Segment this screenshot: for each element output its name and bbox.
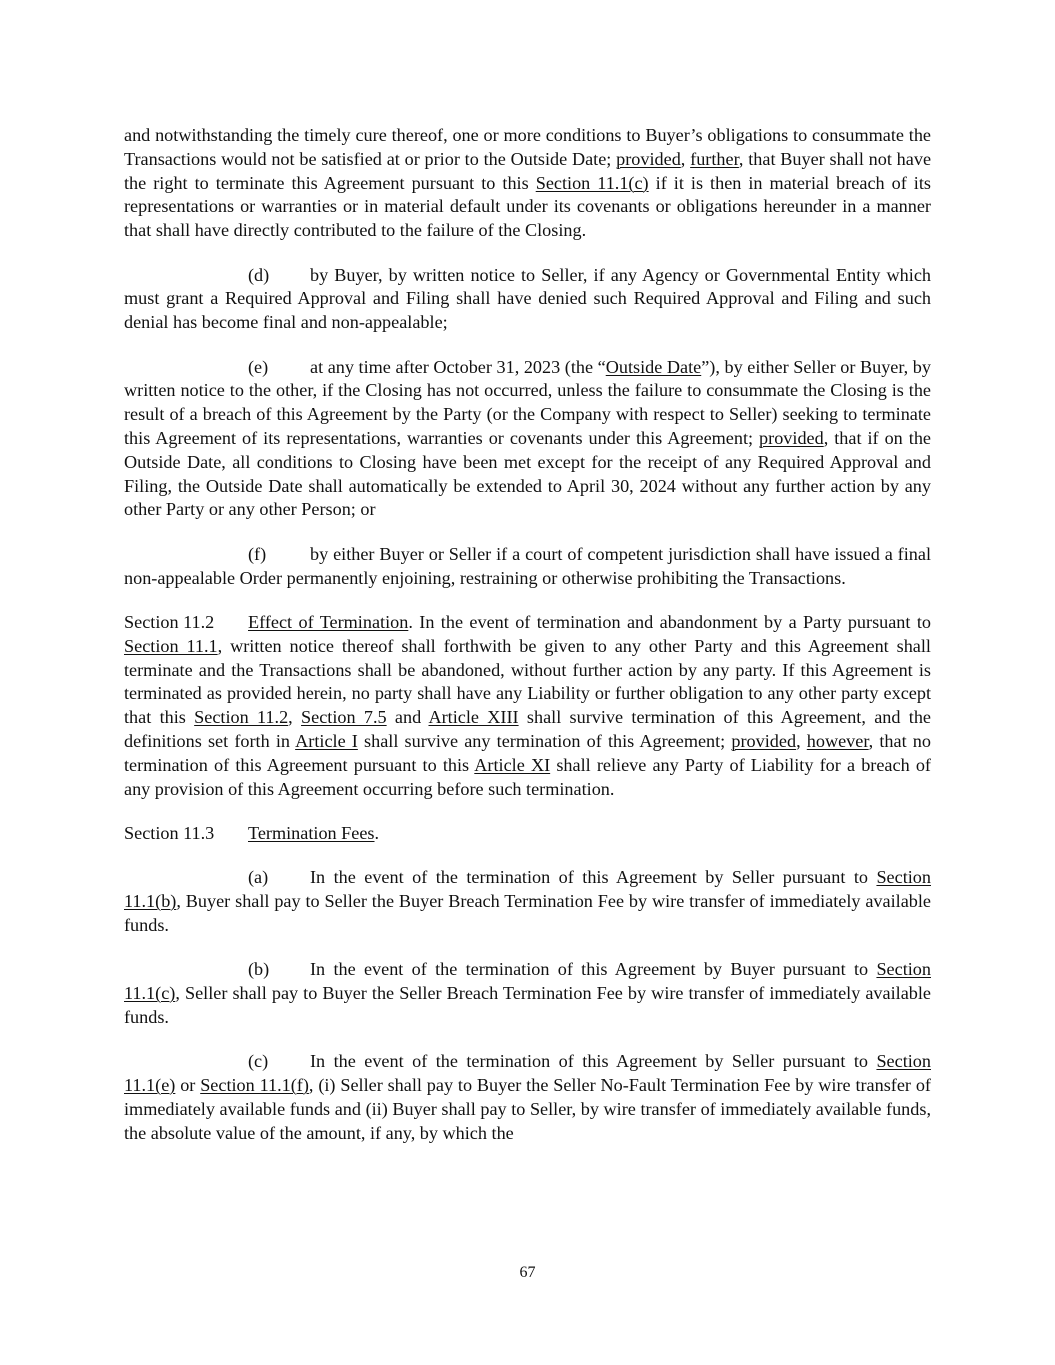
cross-ref-section-11-1-c[interactable]: Section 11.1(c)	[124, 959, 931, 1004]
cross-ref-section-11-1-c[interactable]: Section 11.1(c)	[535, 172, 649, 193]
clause-11-3-b	[124, 958, 931, 1029]
cross-ref-section-11-1-b[interactable]: Section 11.1(b)	[124, 867, 931, 912]
text: , written notice thereof shall forthwith be given to any other Party and this Agreement shall terminate and the Transactions shall be abandoned, without further action by any party. If this Agreement is terminated as provided herein, no party shall have any Liability or further obligation to any other party except that this	[124, 635, 931, 728]
term-provided: provided	[759, 427, 824, 448]
text: shall relieve any Party of Liability for a breach of any provision of this Agreement occurring before such termination.	[124, 754, 931, 799]
text: ,	[288, 707, 302, 728]
cross-ref-article-i[interactable]: Article I	[295, 730, 358, 751]
text: , Seller shall pay to Buyer the Seller Breach Termination Fee by wire transfer of immediately available funds.	[124, 983, 931, 1027]
text: In the event of the termination of this Agreement by Seller pursuant to	[310, 1051, 877, 1072]
clause-11-1-d	[124, 264, 931, 335]
clause-11-3-c	[124, 1050, 931, 1145]
text: by either Buyer or Seller if a court of competent jurisdiction shall have issued a final non-appealable Order permanently enjoining, restraining or otherwise prohibiting the Transactions.	[124, 543, 931, 588]
text: , that no termination of this Agreement pursuant to this	[124, 730, 931, 775]
text: In the event of the termination of this Agreement by Buyer pursuant to	[310, 959, 877, 980]
defined-term-outside-date: Outside Date	[605, 356, 702, 377]
document-page	[124, 124, 931, 1166]
text: at any time after October 31, 2023 (the “	[310, 356, 606, 377]
clause-label: (b)	[248, 959, 270, 980]
text: ”), by either Seller or Buyer, by written notice to the other, if the Closing has not occurred, unless the failure to consummate the Closing is the result of a breach of this Agreement by the Party (or the Company with respect to Seller) seeking to terminate this Agreement of its representations, warranties or covenants under this Agreement;	[124, 356, 931, 448]
text: . In the event of termination and abandonment by a Party pursuant to	[408, 611, 931, 632]
text: , Buyer shall pay to Seller the Buyer Breach Termination Fee by wire transfer of immediately available funds.	[124, 891, 931, 935]
text: , (i) Seller shall pay to Buyer the Seller No-Fault Termination Fee by wire transfer of immediately available funds and (ii) Buyer shall pay to Seller, by wire transfer of immediately available funds, the absolute value of the amount, if any, by which the	[124, 1075, 931, 1143]
page-number: 67	[519, 1264, 536, 1281]
clause-11-1-e	[124, 356, 931, 523]
cross-ref-section-11-1-e[interactable]: Section 11.1(e)	[124, 1051, 931, 1096]
paragraph-11-1-c-continuation	[124, 124, 931, 243]
cross-ref-section-11-1[interactable]: Section 11.1	[124, 635, 218, 656]
section-number: Section 11.2	[124, 611, 215, 632]
term-however: however	[806, 730, 869, 751]
text: , that Buyer shall not have the right to terminate this Agreement pursuant to this	[124, 148, 932, 193]
text: .	[374, 822, 380, 843]
text: and	[386, 707, 429, 728]
clause-label: (a)	[248, 867, 269, 888]
clause-label: (c)	[248, 1051, 269, 1072]
section-number: Section 11.3	[124, 822, 215, 843]
text: if it is then in material breach of its representations or warranties or in material default under its covenants or obligations hereunder in a manner that shall have directly contributed to the failure of the Closing.	[124, 172, 931, 241]
text: ,	[680, 148, 691, 169]
clause-label: (d)	[248, 264, 270, 285]
term-further: further	[690, 148, 739, 169]
section-title: Effect of Termination	[248, 611, 409, 632]
cross-ref-article-xiii[interactable]: Article XIII	[428, 707, 519, 728]
text: , that if on the Outside Date, all conditions to Closing have been met except for the receipt of any Required Approval and Filing, the Outside Date shall automatically be extended to April 30, 2024 without any further action by any other Party or any other Person; or	[124, 427, 931, 520]
section-11-3-heading	[124, 822, 931, 846]
section-11-2	[124, 611, 931, 801]
clause-11-3-a	[124, 866, 931, 937]
section-title: Termination Fees	[248, 822, 375, 843]
cross-ref-article-xi[interactable]: Article XI	[474, 754, 551, 775]
term-provided: provided	[616, 148, 681, 169]
clause-label: (e)	[248, 356, 269, 377]
text: shall survive any termination of this Agreement;	[357, 730, 732, 751]
text: by Buyer, by written notice to Seller, if any Agency or Governmental Entity which must grant a Required Approval and Filing shall have denied such Required Approval and Filing and such denial has become final and non-appealable;	[124, 264, 931, 333]
text: or	[175, 1075, 201, 1096]
cross-ref-section-7-5[interactable]: Section 7.5	[301, 707, 387, 728]
text: shall survive termination of this Agreement, and the definitions set forth in	[124, 707, 931, 751]
text: ,	[796, 730, 807, 751]
clause-11-1-f	[124, 543, 931, 591]
text: In the event of the termination of this Agreement by Seller pursuant to	[310, 867, 877, 888]
cross-ref-section-11-1-f[interactable]: Section 11.1(f)	[200, 1075, 309, 1096]
cross-ref-section-11-2[interactable]: Section 11.2	[194, 707, 289, 728]
clause-label: (f)	[248, 543, 267, 564]
text: and notwithstanding the timely cure thereof, one or more conditions to Buyer’s obligations to consummate the Transactions would not be satisfied at or prior to the Outside Date;	[124, 125, 931, 169]
term-provided: provided	[731, 730, 797, 751]
